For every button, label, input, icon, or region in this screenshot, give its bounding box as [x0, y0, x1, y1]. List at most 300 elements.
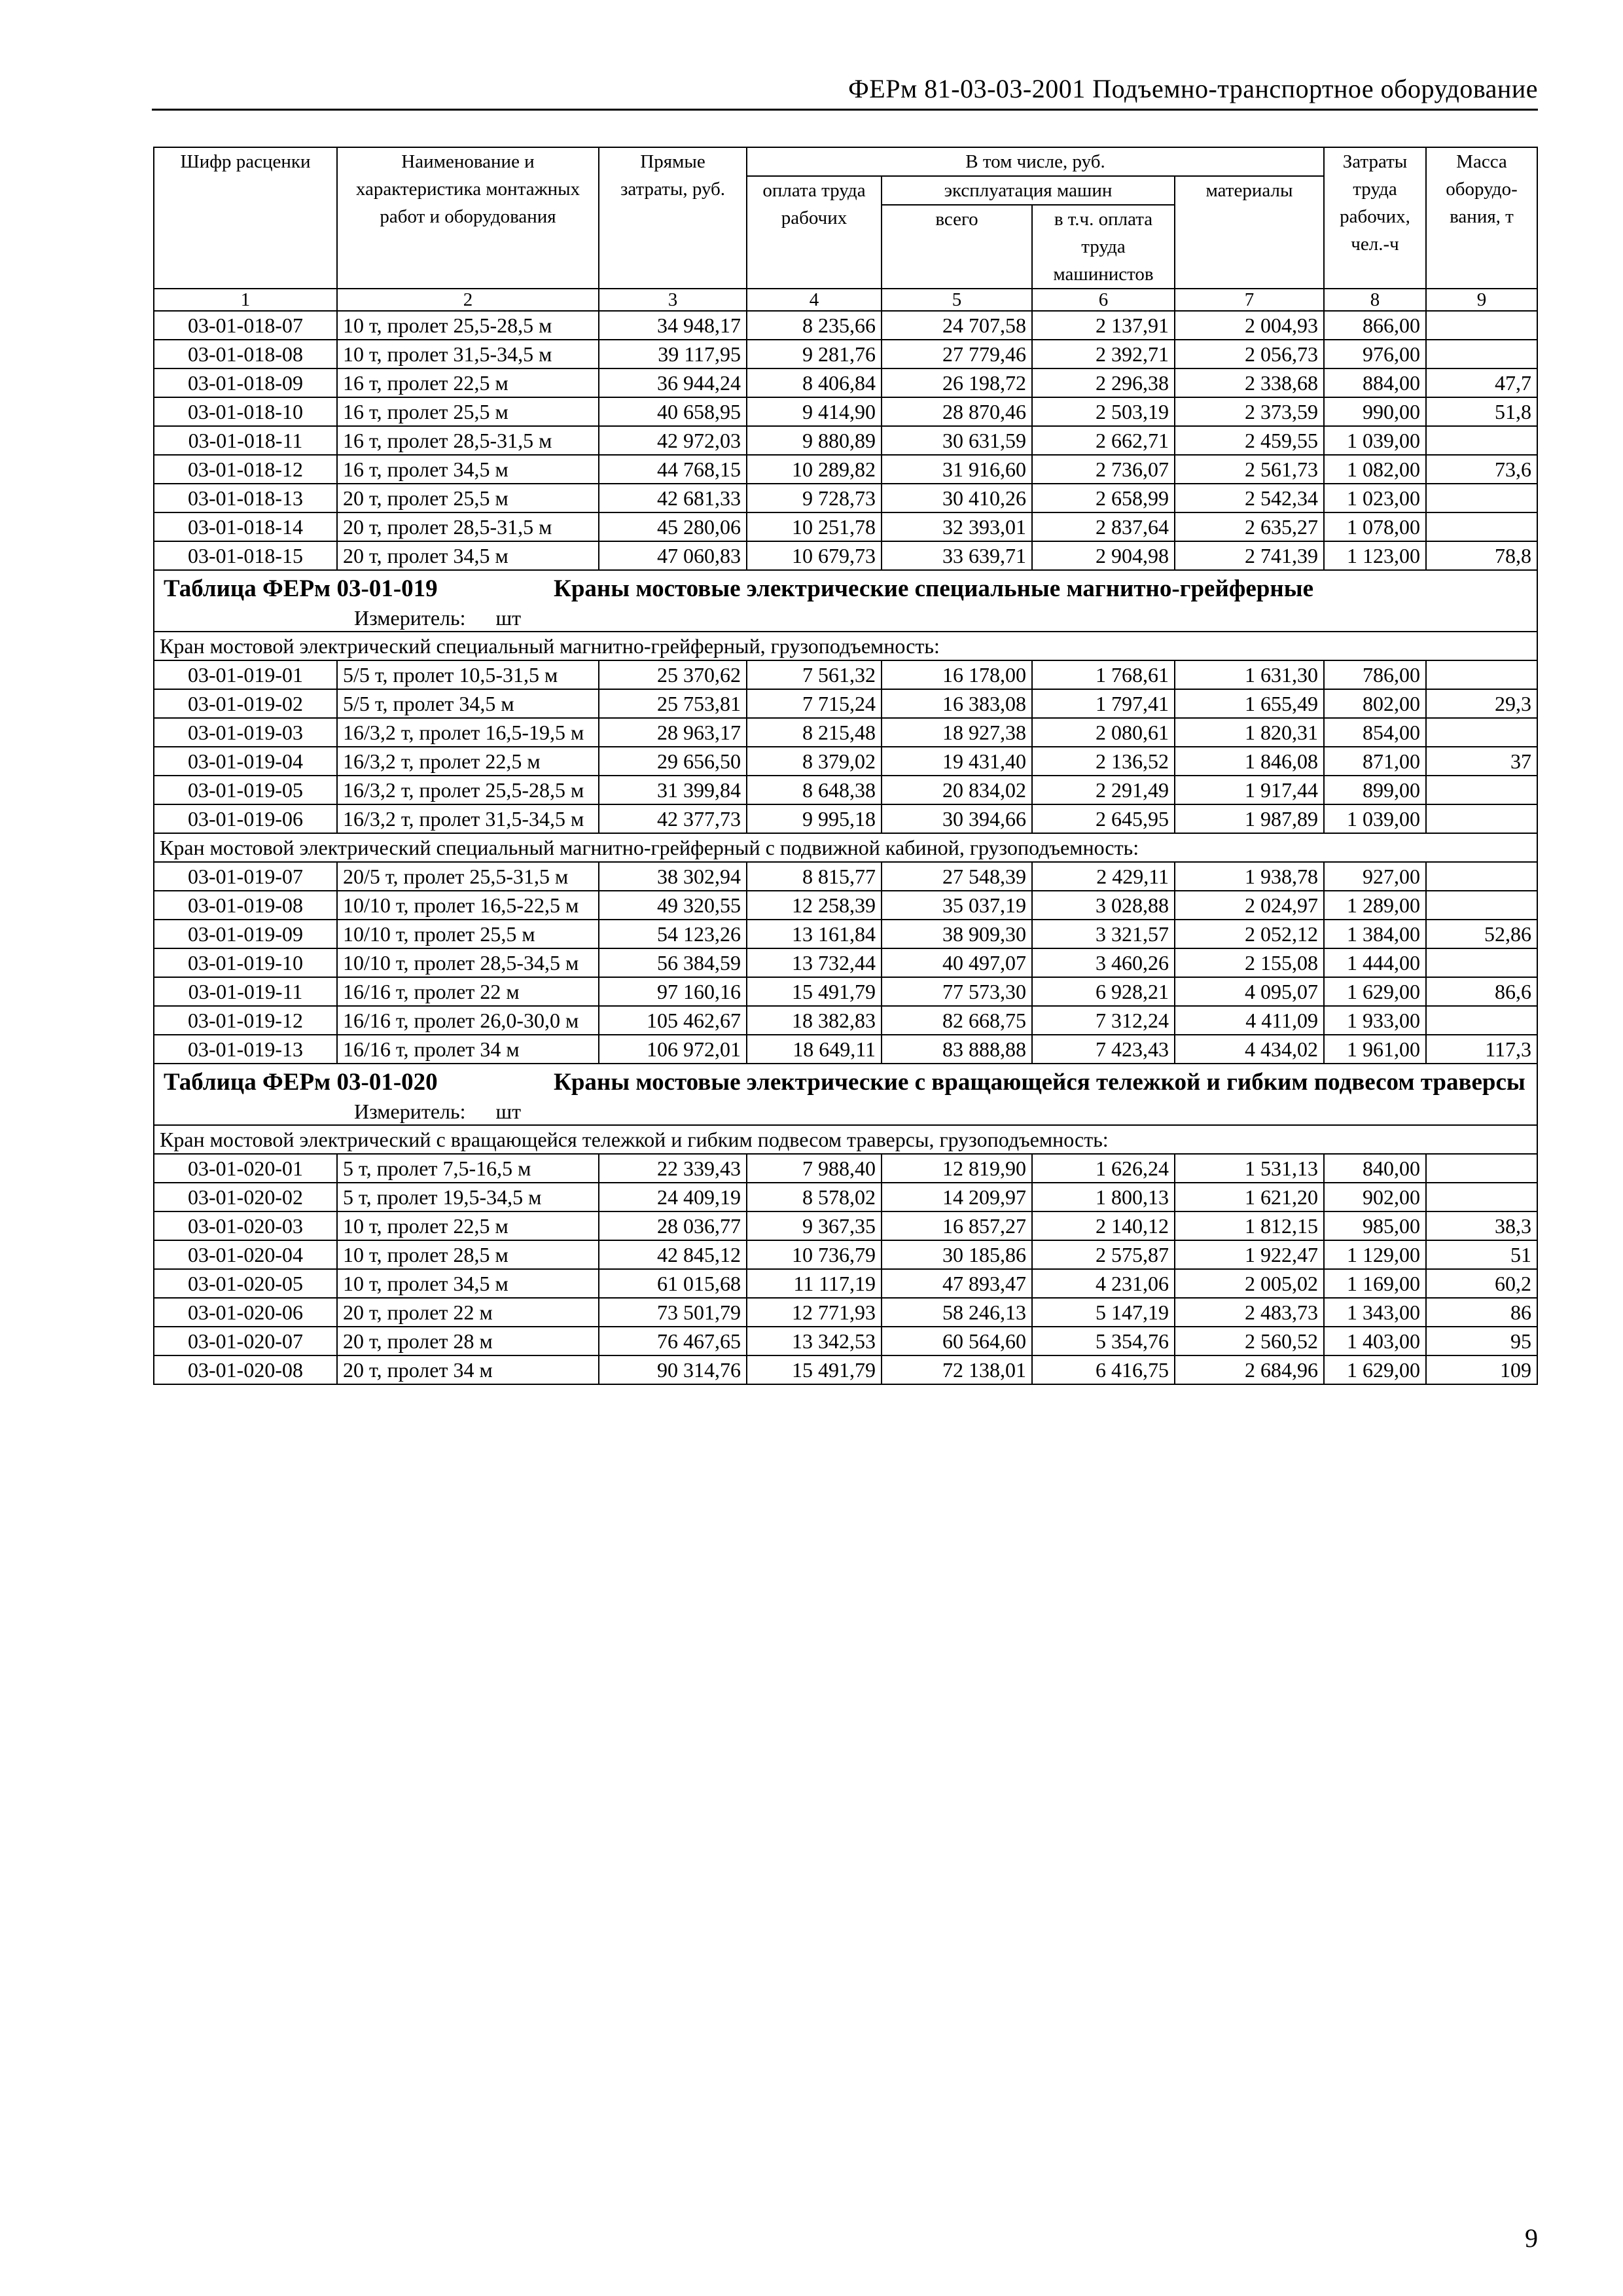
- direct-cost: 42 972,03: [599, 426, 747, 455]
- machinist-pay: 2 080,61: [1032, 718, 1175, 747]
- labor-pay: 9 414,90: [747, 397, 882, 426]
- machinist-pay: 2 291,49: [1032, 776, 1175, 804]
- direct-cost: 28 036,77: [599, 1211, 747, 1240]
- labor-pay: 9 995,18: [747, 804, 882, 833]
- direct-cost: 38 302,94: [599, 862, 747, 891]
- labor-hours: 1 078,00: [1324, 512, 1426, 541]
- direct-cost: 25 370,62: [599, 660, 747, 689]
- work-name: 10 т, пролет 22,5 м: [337, 1211, 599, 1240]
- col-number: 9: [1426, 289, 1537, 311]
- rate-code: 03-01-020-01: [154, 1154, 337, 1183]
- machines-total: 14 209,97: [882, 1183, 1032, 1211]
- machines-total: 24 707,58: [882, 311, 1032, 340]
- table-row: [154, 1355, 1537, 1384]
- work-name: 10/10 т, пролет 25,5 м: [337, 920, 599, 948]
- labor-pay: 12 771,93: [747, 1298, 882, 1327]
- direct-cost: 31 399,84: [599, 776, 747, 804]
- equipment-mass: [1426, 948, 1537, 977]
- rate-code: 03-01-020-06: [154, 1298, 337, 1327]
- labor-hours: 985,00: [1324, 1211, 1426, 1240]
- materials-cost: 1 621,20: [1175, 1183, 1324, 1211]
- section-title-cell: [154, 570, 1537, 632]
- col-head-incl: В том числе, руб.: [747, 147, 1324, 176]
- table-label: Таблица ФЕРм 03-01-019: [164, 575, 438, 602]
- labor-hours: 802,00: [1324, 689, 1426, 718]
- col-number: 6: [1032, 289, 1175, 311]
- materials-cost: 4 411,09: [1175, 1006, 1324, 1035]
- section-title: [160, 571, 1531, 605]
- machinist-pay: 2 296,38: [1032, 368, 1175, 397]
- work-name: 10 т, пролет 34,5 м: [337, 1269, 599, 1298]
- work-name: 10 т, пролет 31,5-34,5 м: [337, 340, 599, 368]
- machines-total: 16 857,27: [882, 1211, 1032, 1240]
- equipment-mass: 51: [1426, 1240, 1537, 1269]
- col-head-total: всего: [882, 205, 1032, 289]
- rate-code: 03-01-018-10: [154, 397, 337, 426]
- equipment-mass: [1426, 340, 1537, 368]
- materials-cost: 4 434,02: [1175, 1035, 1324, 1064]
- col-head-machines: эксплуатация машин: [882, 176, 1175, 205]
- machines-total: 31 916,60: [882, 455, 1032, 484]
- machines-total: 32 393,01: [882, 512, 1032, 541]
- labor-hours: 1 129,00: [1324, 1240, 1426, 1269]
- materials-cost: 1 987,89: [1175, 804, 1324, 833]
- direct-cost: 42 377,73: [599, 804, 747, 833]
- rate-code: 03-01-019-08: [154, 891, 337, 920]
- machinist-pay: 1 768,61: [1032, 660, 1175, 689]
- col-head-labor-cost: Затраты труда рабочих, чел.-ч: [1324, 147, 1426, 289]
- work-name: 10/10 т, пролет 28,5-34,5 м: [337, 948, 599, 977]
- section-title-cell: [154, 1064, 1537, 1125]
- equipment-mass: [1426, 804, 1537, 833]
- direct-cost: 45 280,06: [599, 512, 747, 541]
- labor-hours: 1 444,00: [1324, 948, 1426, 977]
- rate-code: 03-01-019-12: [154, 1006, 337, 1035]
- work-name: 16 т, пролет 34,5 м: [337, 455, 599, 484]
- table-row: [154, 1327, 1537, 1355]
- section-title: [160, 1064, 1531, 1098]
- work-name: 20/5 т, пролет 25,5-31,5 м: [337, 862, 599, 891]
- rate-code: 03-01-018-13: [154, 484, 337, 512]
- materials-cost: 2 561,73: [1175, 455, 1324, 484]
- group-heading-row: [154, 1125, 1537, 1154]
- rates-table: [153, 147, 1538, 1385]
- table-row: [154, 689, 1537, 718]
- direct-cost: 24 409,19: [599, 1183, 747, 1211]
- machinist-pay: 2 429,11: [1032, 862, 1175, 891]
- machines-total: 47 893,47: [882, 1269, 1032, 1298]
- labor-hours: 1 961,00: [1324, 1035, 1426, 1064]
- table-row: [154, 862, 1537, 891]
- rate-code: 03-01-019-13: [154, 1035, 337, 1064]
- table-row: [154, 1006, 1537, 1035]
- col-head-mass: Масса оборудо-вания, т: [1426, 147, 1537, 289]
- work-name: 16/16 т, пролет 22 м: [337, 977, 599, 1006]
- labor-hours: 1 039,00: [1324, 426, 1426, 455]
- labor-pay: 9 367,35: [747, 1211, 882, 1240]
- labor-pay: 8 215,48: [747, 718, 882, 747]
- col-head-labor-pay: оплата труда рабочих: [747, 176, 882, 289]
- col-head-name: Наименование и характеристика монтажных работ и оборудования: [337, 147, 599, 289]
- work-name: 5 т, пролет 7,5-16,5 м: [337, 1154, 599, 1183]
- work-name: 16 т, пролет 28,5-31,5 м: [337, 426, 599, 455]
- machinist-pay: 7 312,24: [1032, 1006, 1175, 1035]
- rate-code: 03-01-018-08: [154, 340, 337, 368]
- materials-cost: 2 684,96: [1175, 1355, 1324, 1384]
- direct-cost: 106 972,01: [599, 1035, 747, 1064]
- rate-code: 03-01-018-14: [154, 512, 337, 541]
- machines-total: 26 198,72: [882, 368, 1032, 397]
- machines-total: 16 178,00: [882, 660, 1032, 689]
- labor-hours: 976,00: [1324, 340, 1426, 368]
- labor-pay: 10 679,73: [747, 541, 882, 570]
- labor-pay: 15 491,79: [747, 977, 882, 1006]
- rate-code: 03-01-019-02: [154, 689, 337, 718]
- equipment-mass: 52,86: [1426, 920, 1537, 948]
- labor-pay: 13 732,44: [747, 948, 882, 977]
- labor-hours: 1 082,00: [1324, 455, 1426, 484]
- table-row: [154, 718, 1537, 747]
- machines-total: 30 394,66: [882, 804, 1032, 833]
- labor-hours: 884,00: [1324, 368, 1426, 397]
- rate-code: 03-01-020-07: [154, 1327, 337, 1355]
- table-row: [154, 397, 1537, 426]
- machines-total: 60 564,60: [882, 1327, 1032, 1355]
- rate-code: 03-01-018-09: [154, 368, 337, 397]
- labor-hours: 1 289,00: [1324, 891, 1426, 920]
- labor-hours: 1 384,00: [1324, 920, 1426, 948]
- materials-cost: 2 052,12: [1175, 920, 1324, 948]
- equipment-mass: [1426, 311, 1537, 340]
- materials-cost: 2 483,73: [1175, 1298, 1324, 1327]
- direct-cost: 90 314,76: [599, 1355, 747, 1384]
- table-row: [154, 804, 1537, 833]
- group-heading-row: [154, 833, 1537, 862]
- materials-cost: 2 560,52: [1175, 1327, 1324, 1355]
- machines-total: 28 870,46: [882, 397, 1032, 426]
- table-title: Краны мостовые электрические с вращающейся тележкой и гибким подвесом траверсы: [554, 1069, 1525, 1096]
- labor-hours: 1 123,00: [1324, 541, 1426, 570]
- equipment-mass: 95: [1426, 1327, 1537, 1355]
- labor-pay: 13 161,84: [747, 920, 882, 948]
- group-heading: Кран мостовой электрический специальный магнитно-грейферный, грузоподъемность:: [154, 632, 1537, 660]
- direct-cost: 29 656,50: [599, 747, 747, 776]
- work-name: 16 т, пролет 25,5 м: [337, 397, 599, 426]
- direct-cost: 76 467,65: [599, 1327, 747, 1355]
- work-name: 16/3,2 т, пролет 16,5-19,5 м: [337, 718, 599, 747]
- table-row: [154, 660, 1537, 689]
- machines-total: 58 246,13: [882, 1298, 1032, 1327]
- equipment-mass: 78,8: [1426, 541, 1537, 570]
- direct-cost: 47 060,83: [599, 541, 747, 570]
- machines-total: 33 639,71: [882, 541, 1032, 570]
- machinist-pay: 2 736,07: [1032, 455, 1175, 484]
- materials-cost: 2 635,27: [1175, 512, 1324, 541]
- materials-cost: 1 631,30: [1175, 660, 1324, 689]
- col-number: 7: [1175, 289, 1324, 311]
- rate-code: 03-01-020-08: [154, 1355, 337, 1384]
- materials-cost: 1 938,78: [1175, 862, 1324, 891]
- labor-hours: 786,00: [1324, 660, 1426, 689]
- table-row: [154, 920, 1537, 948]
- rate-code: 03-01-019-06: [154, 804, 337, 833]
- table-row: [154, 1035, 1537, 1064]
- labor-pay: 18 382,83: [747, 1006, 882, 1035]
- materials-cost: 2 155,08: [1175, 948, 1324, 977]
- labor-hours: 1 933,00: [1324, 1006, 1426, 1035]
- work-name: 5/5 т, пролет 34,5 м: [337, 689, 599, 718]
- equipment-mass: 38,3: [1426, 1211, 1537, 1240]
- labor-pay: 8 815,77: [747, 862, 882, 891]
- equipment-mass: 86: [1426, 1298, 1537, 1327]
- rate-code: 03-01-019-04: [154, 747, 337, 776]
- machines-total: 72 138,01: [882, 1355, 1032, 1384]
- equipment-mass: 117,3: [1426, 1035, 1537, 1064]
- work-name: 20 т, пролет 22 м: [337, 1298, 599, 1327]
- column-number-row: [154, 289, 1537, 311]
- materials-cost: 1 655,49: [1175, 689, 1324, 718]
- materials-cost: 2 338,68: [1175, 368, 1324, 397]
- direct-cost: 42 845,12: [599, 1240, 747, 1269]
- table-body: [154, 147, 1537, 1384]
- direct-cost: 22 339,43: [599, 1154, 747, 1183]
- equipment-mass: [1426, 776, 1537, 804]
- measure-line: [160, 1098, 1531, 1124]
- table-row: [154, 1154, 1537, 1183]
- machines-total: 20 834,02: [882, 776, 1032, 804]
- machinist-pay: 4 231,06: [1032, 1269, 1175, 1298]
- work-name: 20 т, пролет 34 м: [337, 1355, 599, 1384]
- measure-label: Измеритель:: [354, 1100, 466, 1123]
- col-head-direct: Прямые затраты, руб.: [599, 147, 747, 289]
- equipment-mass: [1426, 1183, 1537, 1211]
- page-number: 9: [1525, 2223, 1538, 2253]
- labor-pay: 10 736,79: [747, 1240, 882, 1269]
- materials-cost: 2 005,02: [1175, 1269, 1324, 1298]
- measure-unit: шт: [495, 1100, 522, 1123]
- section-title-row: [154, 570, 1537, 632]
- machines-total: 19 431,40: [882, 747, 1032, 776]
- machinist-pay: 6 928,21: [1032, 977, 1175, 1006]
- col-number: 1: [154, 289, 337, 311]
- equipment-mass: [1426, 1006, 1537, 1035]
- direct-cost: 56 384,59: [599, 948, 747, 977]
- materials-cost: 1 812,15: [1175, 1211, 1324, 1240]
- materials-cost: 1 531,13: [1175, 1154, 1324, 1183]
- machines-total: 82 668,75: [882, 1006, 1032, 1035]
- work-name: 10/10 т, пролет 16,5-22,5 м: [337, 891, 599, 920]
- labor-hours: 1 629,00: [1324, 977, 1426, 1006]
- equipment-mass: [1426, 512, 1537, 541]
- table-row: [154, 311, 1537, 340]
- table-row: [154, 426, 1537, 455]
- materials-cost: 1 846,08: [1175, 747, 1324, 776]
- materials-cost: 1 917,44: [1175, 776, 1324, 804]
- group-heading: Кран мостовой электрический с вращающейся тележкой и гибким подвесом траверсы, грузоподъемность:: [154, 1125, 1537, 1154]
- labor-pay: 10 289,82: [747, 455, 882, 484]
- equipment-mass: 37: [1426, 747, 1537, 776]
- section-title-row: [154, 1064, 1537, 1125]
- header-row-1: [154, 147, 1537, 176]
- machinist-pay: 2 837,64: [1032, 512, 1175, 541]
- direct-cost: 105 462,67: [599, 1006, 747, 1035]
- col-number: 3: [599, 289, 747, 311]
- machines-total: 35 037,19: [882, 891, 1032, 920]
- equipment-mass: 51,8: [1426, 397, 1537, 426]
- col-number: 2: [337, 289, 599, 311]
- labor-pay: 7 715,24: [747, 689, 882, 718]
- rate-code: 03-01-019-07: [154, 862, 337, 891]
- labor-pay: 8 648,38: [747, 776, 882, 804]
- machinist-pay: 2 392,71: [1032, 340, 1175, 368]
- direct-cost: 44 768,15: [599, 455, 747, 484]
- equipment-mass: [1426, 891, 1537, 920]
- materials-cost: 2 056,73: [1175, 340, 1324, 368]
- measure-line: [160, 605, 1531, 631]
- direct-cost: 25 753,81: [599, 689, 747, 718]
- direct-cost: 42 681,33: [599, 484, 747, 512]
- machines-total: 30 185,86: [882, 1240, 1032, 1269]
- equipment-mass: [1426, 1154, 1537, 1183]
- work-name: 20 т, пролет 34,5 м: [337, 541, 599, 570]
- labor-pay: 8 578,02: [747, 1183, 882, 1211]
- work-name: 10 т, пролет 25,5-28,5 м: [337, 311, 599, 340]
- equipment-mass: [1426, 426, 1537, 455]
- machines-total: 40 497,07: [882, 948, 1032, 977]
- labor-hours: 1 169,00: [1324, 1269, 1426, 1298]
- labor-pay: 9 880,89: [747, 426, 882, 455]
- rate-code: 03-01-020-05: [154, 1269, 337, 1298]
- page-header: ФЕРм 81-03-03-2001 Подъемно-транспортное оборудование: [848, 74, 1538, 103]
- equipment-mass: [1426, 660, 1537, 689]
- direct-cost: 49 320,55: [599, 891, 747, 920]
- col-number: 5: [882, 289, 1032, 311]
- table-title: Краны мостовые электрические специальные магнитно-грейферные: [554, 575, 1314, 602]
- machines-total: 77 573,30: [882, 977, 1032, 1006]
- materials-cost: 4 095,07: [1175, 977, 1324, 1006]
- materials-cost: 2 741,39: [1175, 541, 1324, 570]
- direct-cost: 28 963,17: [599, 718, 747, 747]
- labor-pay: 12 258,39: [747, 891, 882, 920]
- machines-total: 30 631,59: [882, 426, 1032, 455]
- work-name: 16/16 т, пролет 34 м: [337, 1035, 599, 1064]
- labor-hours: 899,00: [1324, 776, 1426, 804]
- direct-cost: 73 501,79: [599, 1298, 747, 1327]
- equipment-mass: 60,2: [1426, 1269, 1537, 1298]
- machinist-pay: 3 321,57: [1032, 920, 1175, 948]
- labor-hours: 927,00: [1324, 862, 1426, 891]
- measure-label: Измеритель:: [354, 606, 466, 630]
- direct-cost: 97 160,16: [599, 977, 747, 1006]
- machines-total: 16 383,08: [882, 689, 1032, 718]
- materials-cost: 2 542,34: [1175, 484, 1324, 512]
- equipment-mass: [1426, 862, 1537, 891]
- work-name: 16/3,2 т, пролет 25,5-28,5 м: [337, 776, 599, 804]
- table-row: [154, 891, 1537, 920]
- labor-hours: 854,00: [1324, 718, 1426, 747]
- materials-cost: 1 820,31: [1175, 718, 1324, 747]
- group-heading-row: [154, 632, 1537, 660]
- machinist-pay: 2 503,19: [1032, 397, 1175, 426]
- machinist-pay: 2 140,12: [1032, 1211, 1175, 1240]
- machinist-pay: 3 460,26: [1032, 948, 1175, 977]
- machinist-pay: 7 423,43: [1032, 1035, 1175, 1064]
- labor-hours: 866,00: [1324, 311, 1426, 340]
- machinist-pay: 6 416,75: [1032, 1355, 1175, 1384]
- machinist-pay: 1 626,24: [1032, 1154, 1175, 1183]
- col-number: 8: [1324, 289, 1426, 311]
- table-row: [154, 541, 1537, 570]
- labor-pay: 7 561,32: [747, 660, 882, 689]
- work-name: 10 т, пролет 28,5 м: [337, 1240, 599, 1269]
- table-row: [154, 484, 1537, 512]
- work-name: 5/5 т, пролет 10,5-31,5 м: [337, 660, 599, 689]
- machinist-pay: 2 658,99: [1032, 484, 1175, 512]
- col-head-incl-pay: в т.ч. оплата труда машинистов: [1032, 205, 1175, 289]
- direct-cost: 61 015,68: [599, 1269, 747, 1298]
- labor-pay: 8 406,84: [747, 368, 882, 397]
- table-row: [154, 340, 1537, 368]
- table-row: [154, 512, 1537, 541]
- labor-pay: 8 235,66: [747, 311, 882, 340]
- labor-pay: 18 649,11: [747, 1035, 882, 1064]
- rate-code: 03-01-020-04: [154, 1240, 337, 1269]
- table-row: [154, 776, 1537, 804]
- equipment-mass: 109: [1426, 1355, 1537, 1384]
- work-name: 20 т, пролет 28,5-31,5 м: [337, 512, 599, 541]
- machinist-pay: 2 575,87: [1032, 1240, 1175, 1269]
- labor-hours: 1 343,00: [1324, 1298, 1426, 1327]
- rate-code: 03-01-019-03: [154, 718, 337, 747]
- rate-code: 03-01-018-15: [154, 541, 337, 570]
- labor-hours: 902,00: [1324, 1183, 1426, 1211]
- labor-hours: 871,00: [1324, 747, 1426, 776]
- machines-total: 12 819,90: [882, 1154, 1032, 1183]
- header-rule: [152, 109, 1538, 111]
- labor-pay: 10 251,78: [747, 512, 882, 541]
- table-row: [154, 948, 1537, 977]
- work-name: 20 т, пролет 28 м: [337, 1327, 599, 1355]
- table-row: [154, 1183, 1537, 1211]
- direct-cost: 36 944,24: [599, 368, 747, 397]
- labor-hours: 990,00: [1324, 397, 1426, 426]
- machines-total: 27 548,39: [882, 862, 1032, 891]
- equipment-mass: 47,7: [1426, 368, 1537, 397]
- machinist-pay: 1 797,41: [1032, 689, 1175, 718]
- machines-total: 30 410,26: [882, 484, 1032, 512]
- table-row: [154, 1269, 1537, 1298]
- labor-pay: 7 988,40: [747, 1154, 882, 1183]
- equipment-mass: [1426, 718, 1537, 747]
- table-row: [154, 1298, 1537, 1327]
- direct-cost: 54 123,26: [599, 920, 747, 948]
- rate-code: 03-01-019-09: [154, 920, 337, 948]
- table-row: [154, 455, 1537, 484]
- materials-cost: 2 004,93: [1175, 311, 1324, 340]
- labor-hours: 1 039,00: [1324, 804, 1426, 833]
- labor-pay: 9 281,76: [747, 340, 882, 368]
- table-row: [154, 368, 1537, 397]
- materials-cost: 2 373,59: [1175, 397, 1324, 426]
- work-name: 20 т, пролет 25,5 м: [337, 484, 599, 512]
- table-row: [154, 747, 1537, 776]
- table-row: [154, 1211, 1537, 1240]
- labor-hours: 1 629,00: [1324, 1355, 1426, 1384]
- rate-code: 03-01-019-05: [154, 776, 337, 804]
- work-name: 5 т, пролет 19,5-34,5 м: [337, 1183, 599, 1211]
- equipment-mass: 86,6: [1426, 977, 1537, 1006]
- direct-cost: 34 948,17: [599, 311, 747, 340]
